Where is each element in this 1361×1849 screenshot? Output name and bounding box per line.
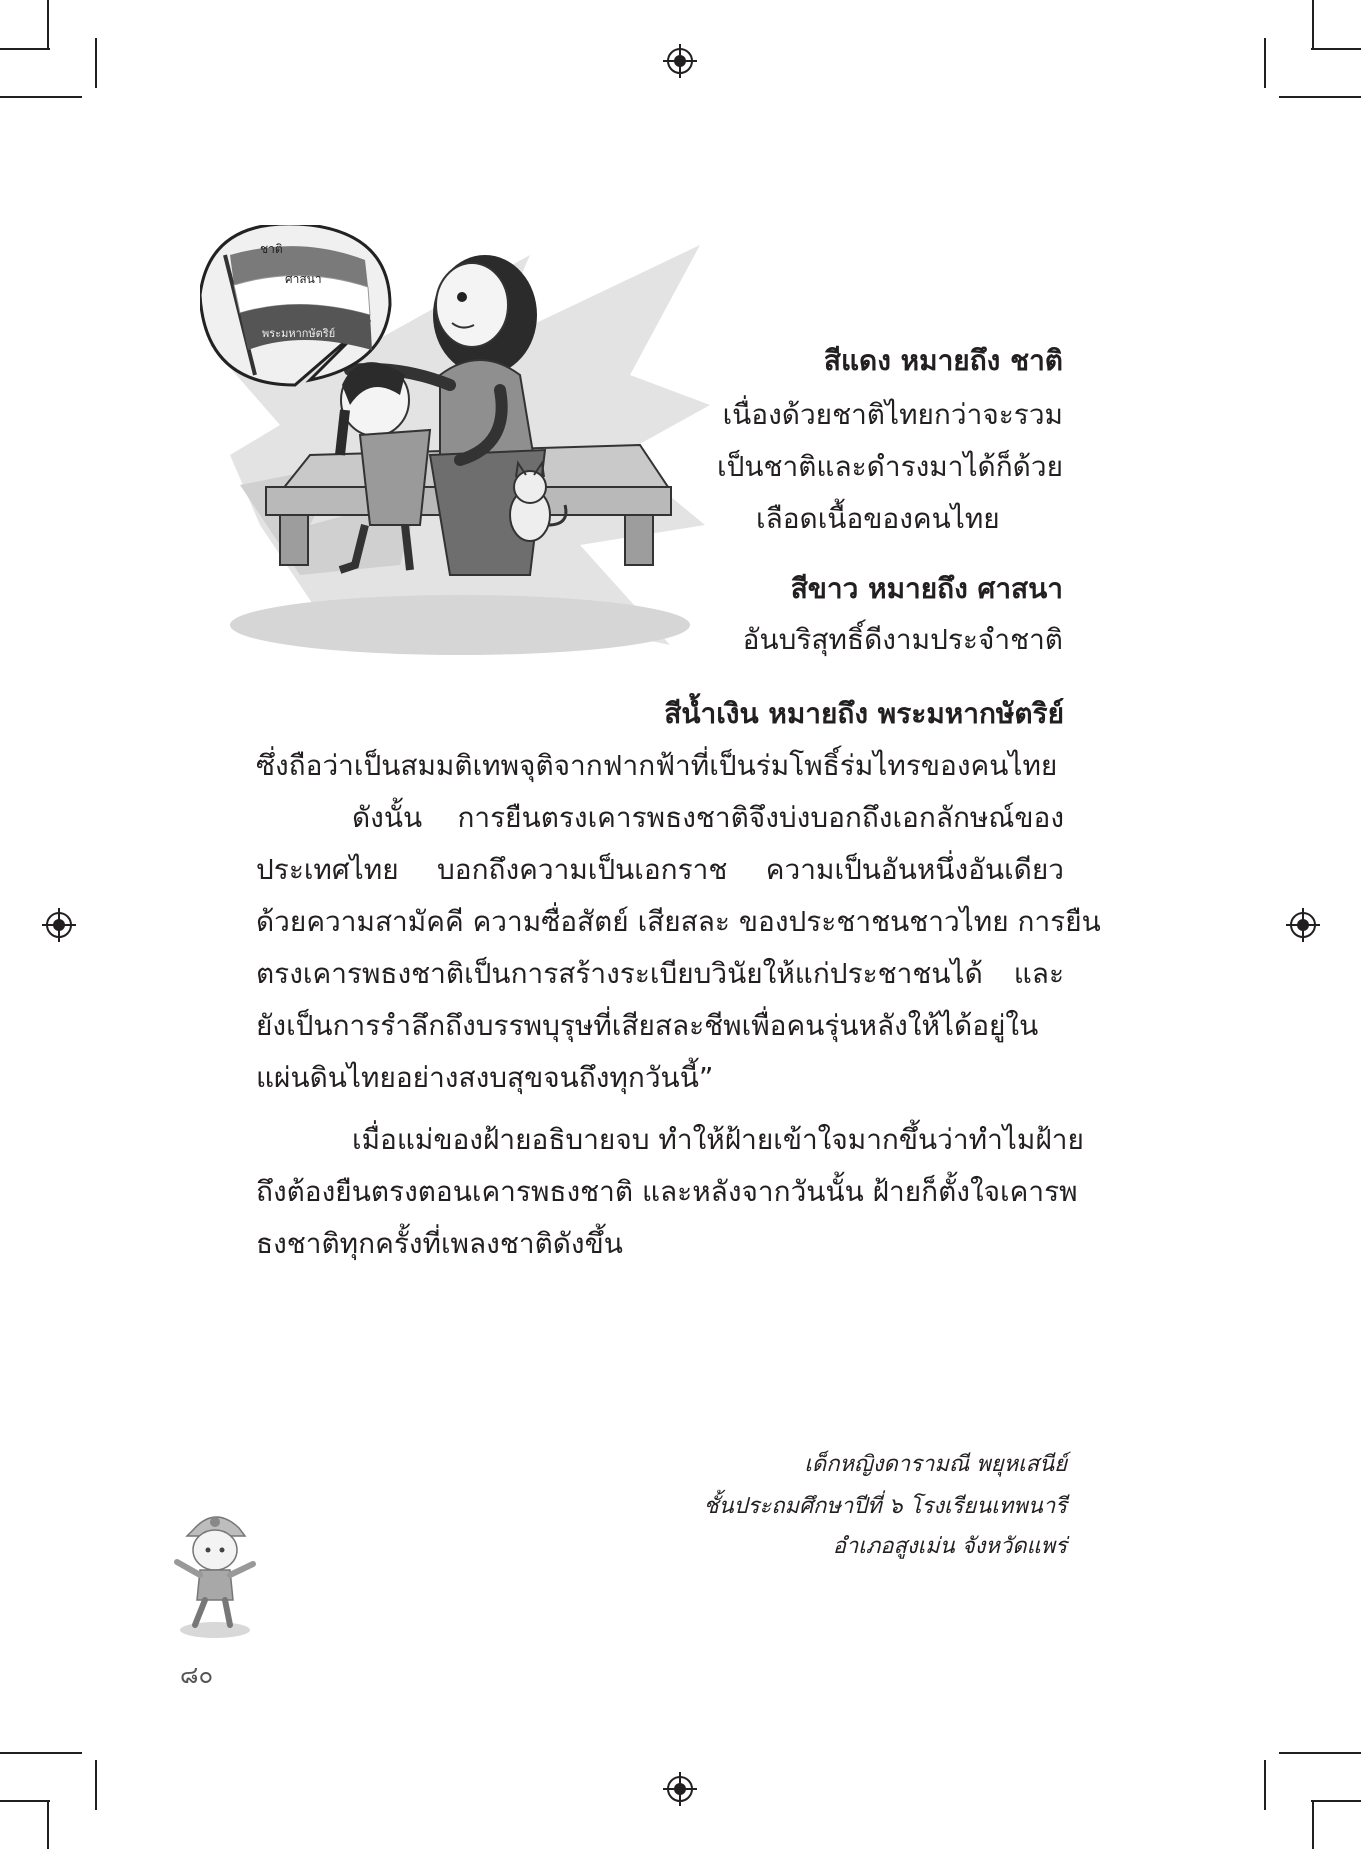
body-line: ตรงเคารพธงชาติเป็นการสร้างระเบียบวินัยให้แก่ประชาชนได้ และ xyxy=(256,957,1064,990)
registration-mark-icon xyxy=(663,44,697,78)
crop-mark xyxy=(0,96,82,98)
crop-mark xyxy=(95,1760,97,1810)
blue-meaning-heading: สีน้ำเงิน หมายถึง พระมหากษัตริย์ xyxy=(664,697,1064,730)
page-number: ๘๐ xyxy=(180,1661,214,1689)
body-line: ยังเป็นการรำลึกถึงบรรพบุรุษที่เสียสละชีพเพื่อคนรุ่นหลังให้ได้อยู่ใน xyxy=(256,1009,1039,1042)
crop-mark xyxy=(0,1800,50,1802)
crop-mark xyxy=(1264,38,1266,88)
author-location: อำเภอสูงเม่น จังหวัดแพร่ xyxy=(832,1534,1067,1559)
crop-mark xyxy=(47,1802,49,1849)
body-line: เมื่อแม่ของฝ้ายอธิบายจบ ทำให้ฝ้ายเข้าใจมากขึ้นว่าทำไมฝ้าย xyxy=(352,1123,1084,1156)
crop-mark xyxy=(1264,1760,1266,1810)
body-line: ซึ่งถือว่าเป็นสมมติเทพจุติจากฟากฟ้าที่เป็นร่มโพธิ์ร่มไทรของคนไทย xyxy=(256,749,1058,782)
crop-mark xyxy=(95,38,97,88)
crop-mark xyxy=(47,0,49,48)
flag-label-religion: ศาสนา xyxy=(285,272,322,286)
flag-label-monarchy: พระมหากษัตริย์ xyxy=(262,327,336,340)
white-meaning-line: อันบริสุทธิ์ดีงามประจำชาติ xyxy=(742,623,1063,656)
body-line: ด้วยความสามัคคี ความซื่อสัตย์ เสียสละ ของประชาชนชาวไทย การยืน xyxy=(256,905,1101,938)
white-meaning-heading: สีขาว หมายถึง ศาสนา xyxy=(790,572,1063,605)
author-name: เด็กหญิงดารามณี พยุหเสนีย์ xyxy=(804,1452,1067,1477)
flag-label-nation: ชาติ xyxy=(260,242,283,256)
crop-mark xyxy=(1311,48,1361,50)
red-meaning-line: เลือดเนื้อของคนไทย xyxy=(756,502,1000,535)
crop-mark xyxy=(1311,1800,1361,1802)
crop-mark xyxy=(0,1752,82,1754)
author-grade-school: ชั้นประถมศึกษาปีที่ ๖ โรงเรียนเทพนารี xyxy=(703,1494,1067,1519)
red-meaning-line: เนื่องด้วยชาติไทยกว่าจะรวม xyxy=(722,398,1063,431)
body-line: ธงชาติทุกครั้งที่เพลงชาติดังขึ้น xyxy=(256,1227,623,1260)
red-meaning-line: เป็นชาติและดำรงมาได้ก็ด้วย xyxy=(717,450,1063,483)
red-meaning-heading: สีแดง หมายถึง ชาติ xyxy=(823,344,1063,377)
crop-mark xyxy=(1312,1802,1314,1849)
crop-mark xyxy=(1312,0,1314,48)
body-line: ดังนั้น การยืนตรงเคารพธงชาติจึงบ่งบอกถึงเอกลักษณ์ของ xyxy=(352,801,1064,834)
registration-mark-icon xyxy=(663,1772,697,1806)
crop-mark xyxy=(1279,1752,1361,1754)
child-mascot-illustration xyxy=(165,1500,265,1640)
mother-daughter-illustration xyxy=(200,225,720,665)
body-line: ถึงต้องยืนตรงตอนเคารพธงชาติ และหลังจากวันนั้น ฝ้ายก็ตั้งใจเคารพ xyxy=(256,1175,1078,1208)
crop-mark xyxy=(0,48,50,50)
body-line: แผ่นดินไทยอย่างสงบสุขจนถึงทุกวันนี้” xyxy=(256,1061,714,1094)
registration-mark-icon xyxy=(42,908,76,942)
body-line: ประเทศไทย บอกถึงความเป็นเอกราช ความเป็นอันหนึ่งอันเดียว xyxy=(256,853,1064,886)
crop-mark xyxy=(1279,96,1361,98)
registration-mark-icon xyxy=(1286,908,1320,942)
